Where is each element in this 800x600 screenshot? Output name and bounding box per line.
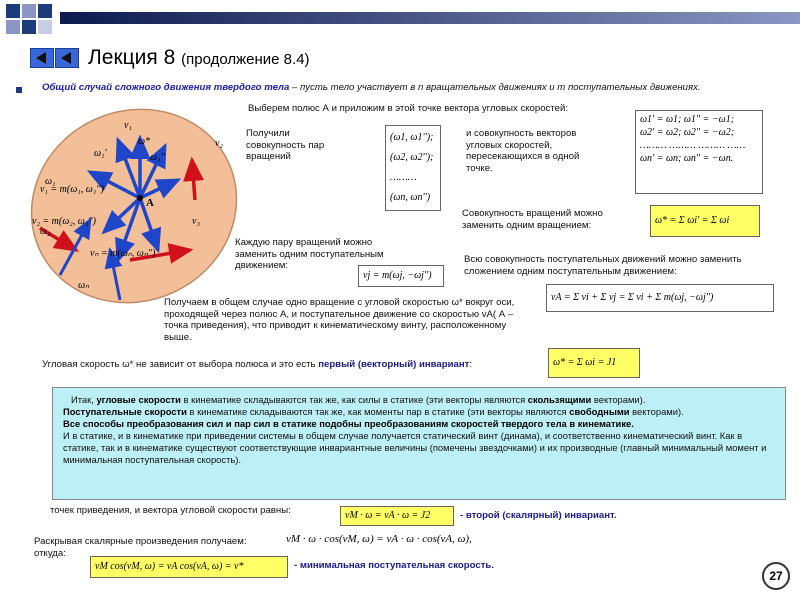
svg-text:ω₂: ω₂ — [40, 226, 51, 237]
second-invariant-text: - второй (скалярный) инвариант. — [460, 510, 617, 521]
page-number-badge: 27 — [762, 562, 790, 590]
summary-note: Итак, угловые скорости в кинематике складываются так же, как силы в статике (эти векторы являются скользящими векторами). Поступательные скорости в кинематике складываются так же, как моменты пар в статике (эти векторы являются свободными векторами). Все способы преобразования сил и пар сил в статике подобны преобразованиям скоростей твердого тела в кинематике. И в статике, и в кинематике при приведении системы в общем случае получается статический винт (динама), и соответственно кинематический винт. Как в статике, так и в кинематике существуют соответствующие инвариантные величины (помечены звездочками) и их производные (главный минимальный момент и минимальная поступательная скорость). — [52, 387, 786, 500]
and-set-text: и совокупность векторов угловых скоростей, пересекающихся в одной точке. — [466, 128, 580, 174]
svg-text:v₁ = m(ω₁, ω₁''): v₁ = m(ω₁, ω₁'') — [40, 184, 104, 195]
page-title: Лекция 8 (продолжение 8.4) — [88, 46, 310, 69]
svg-text:ω₁': ω₁' — [94, 148, 107, 159]
svg-text:v₂ = m(ω₂, ω₂''): v₂ = m(ω₂, ω₂'') — [32, 216, 96, 227]
prev-slide-button[interactable] — [30, 48, 54, 68]
result-text: Получаем в общем случае одно вращение с угловой скоростью ω* вокруг оси, проходящей через полюс А, и поступательное движение со скоростью vA( А – точка приведения), что приводит к кинематическому винту, расположенному выше. — [164, 297, 515, 343]
omega-star-formula: ω* = Σ ωi' = Σ ωi — [650, 205, 760, 237]
points-text: точек приведения, и вектора угловой скорости равны: — [50, 505, 291, 516]
invariant1-formula: ω* = Σ ωi = J1 — [548, 348, 640, 378]
choose-pole-text: Выберем полюс А и приложим в этой точке вектора угловых скоростей: — [248, 103, 569, 114]
svg-text:ω*: ω* — [138, 136, 151, 147]
header-bar — [0, 0, 800, 40]
got-set-text: Получили совокупность пар вращений — [246, 128, 325, 162]
back-slide-button[interactable] — [55, 48, 79, 68]
svg-text:v₃: v₃ — [192, 216, 200, 227]
each-pair-text: Каждую пару вращений можно заменить одним поступательным движением: — [235, 237, 384, 271]
invariant2-formula: vM · ω = vA · ω = J2 — [340, 506, 454, 526]
angular-invariant-text: Угловая скорость ω* не зависит от выбора полюса и это есть первый (векторный) инвариант: — [42, 359, 473, 370]
min-formula: vM cos(vM, ω) = vA cos(vA, ω) = v* — [90, 556, 288, 578]
replace-rot-text: Совокупность вращений можно заменить одним вращением: — [462, 208, 603, 231]
svg-text:vₙ = m(ωₙ, ωₙ''): vₙ = m(ωₙ, ωₙ'') — [90, 248, 156, 259]
bullet-icon — [16, 87, 22, 93]
scalar-formula: vM · ω · cos(vM, ω) = vA · ω · cos(vA, ω), — [286, 533, 472, 545]
vj-formula: vj = m(ωj, −ωj'') — [358, 265, 444, 287]
va-formula: vA = Σ vi + Σ vj = Σ vi + Σ m(ωj, −ωj'') — [546, 284, 774, 312]
svg-text:v₂: v₂ — [215, 138, 223, 149]
svg-text:ω₁'': ω₁'' — [150, 152, 165, 163]
intro-text: Общий случай сложного движения твердого тела – пусть тело участвует в n вращательных движениях и m поступательных движениях. — [42, 82, 701, 93]
expand-text: Раскрывая скалярные произведения получаем: — [34, 536, 247, 547]
point-a-label: A — [146, 197, 154, 209]
rigid-body-figure — [20, 100, 250, 310]
omega-list-formula: ω1' = ω1; ω1'' = −ω1; ω2' = ω2; ω2'' = −ω2; ……… ……… ……… …… ωn' = ωn; ωn'' = −ωn. — [635, 110, 763, 194]
min-speed-text: - минимальная поступательная скорость. — [294, 560, 494, 571]
svg-text:v₁: v₁ — [124, 120, 132, 131]
whence-text: откуда: — [34, 548, 66, 559]
pairs-formula: (ω1, ω1''); (ω2, ω2''); ……… (ωn, ωn'') — [385, 125, 441, 211]
svg-text:ω₁: ω₁ — [45, 176, 56, 187]
all-trans-text: Всю совокупность поступательных движений можно заменить сложением одним поступательным движением: — [464, 254, 742, 277]
svg-text:ωₙ: ωₙ — [78, 280, 90, 291]
